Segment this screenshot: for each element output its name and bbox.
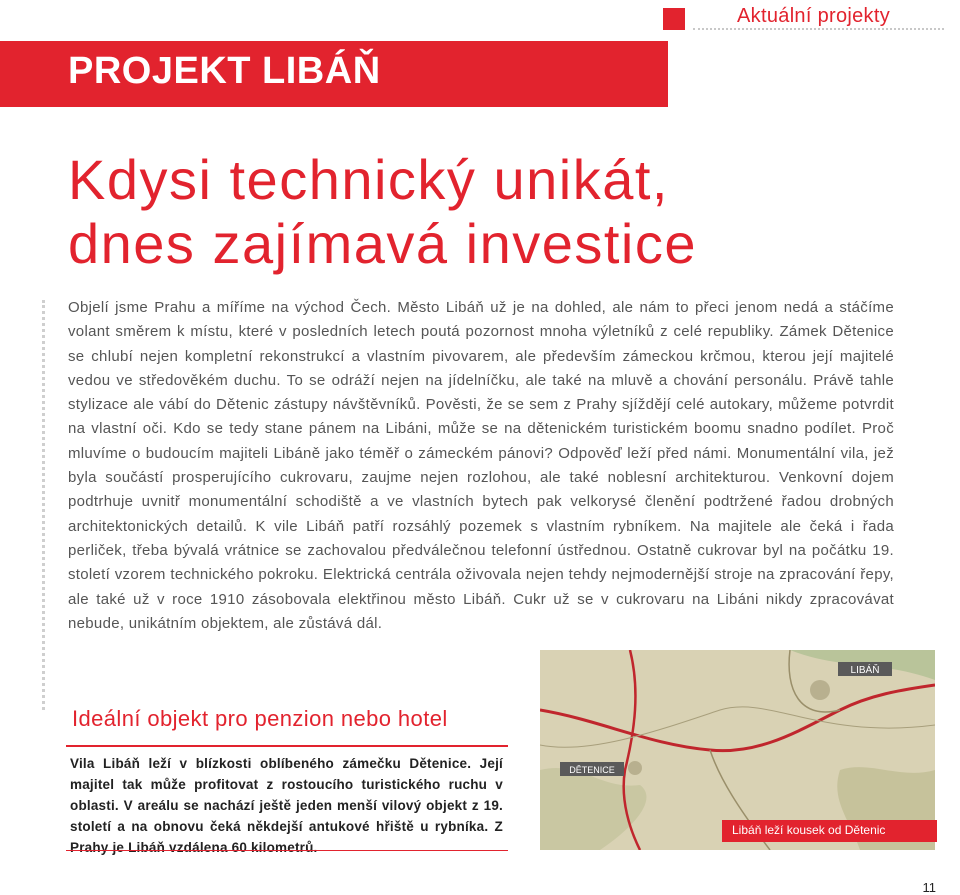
map-label-detenice: DĚTENICE (569, 765, 615, 775)
headline-line-2: dnes zajímavá investice (68, 212, 698, 275)
article-headline (68, 148, 928, 276)
map-town-marker (628, 761, 642, 775)
section-label: Aktuální projekty (731, 5, 890, 28)
sidebar-bottom-rule (66, 850, 508, 851)
sidebar-top-rule (66, 745, 508, 747)
section-marker-square (663, 8, 685, 30)
page-number: 11 (922, 880, 936, 895)
sidebar-heading: Ideální objekt pro penzion nebo hotel (72, 706, 448, 731)
project-title: PROJEKT LIBÁŇ (68, 50, 381, 92)
sidebar-text: Vila Libáň leží v blízkosti oblíbeného zámečku Dětenice. Její majitel tak může profitovat z rostoucího turistického ruchu v oblasti. V areálu se nachází ještě jeden menší vilový objekt z 19. století a na obnovu čeká někdejší antukové hřiště u rybníka. Z Prahy je Libáň vzdálena 60 kilometrů. (70, 756, 503, 855)
article-body: Objelí jsme Prahu a míříme na východ Čech. Město Libáň už je na dohled, ale nám to přeci jenom nedá a stáčíme volant směrem k místu, které v posledních letech poutá pozornost mnoha výletníků z celé republiky. Zámek Dětenice se chlubí nejen kompletní rekonstrukcí a vlastním pivovarem, ale především zámeckou krčmou, kterou její majitelé vedou ve středověkém duchu. To se odráží nejen na jídelníčku, ale také na mluvě a chování personálu. Právě tahle stylizace ale vábí do Dětenic zástupy návštěvníků. Pověsti, že se sem z Prahy sjíždějí celé autokary, můžeme potvrdit na vlastní oči. Kdo se tedy stane pánem na Libáni, může se na dětenickém turistickém boomu snadno podílet. Proč mluvíme o budoucím majiteli Libáně jako téměř o zámeckém pánovi? Odpověď leží před námi. Monumentální vila, jež byla součástí prosperujícího cukrovaru, zaujme nejen rozlohou, ale také noblesní architekturou. Venkovní dojem podtrhuje uvnitř monumentální schodiště a ve vlastních bytech pak velkorysé členění podtržené řadou drobných architektonických detailů. K vile Libáň patří rozsáhlý pozemek s vlastním rybníkem. Na majitele ale čeká i řada perliček, třeba bývalá vrátnice se zachovalou předválečnou telefonní ústřednou. Ostatně cukrovar byl na počátku 19. století vzorem technického pokroku. Elektrická centrála oživovala nejen tehdy nejmodernější stroje na zpracování řepy, ale také už v roce 1910 zásobovala elektřinou město Libáň. Cukr už se v cukrovaru na Libáni nikdy zpracovávat nebude, unikátním objektem, ale zůstává dál. (68, 299, 894, 632)
map-caption: Libáň leží kousek od Dětenic (732, 823, 886, 837)
header-dotted-rule (693, 28, 944, 30)
map-town-marker (810, 680, 830, 700)
headline-line-1: Kdysi technický unikát, (68, 148, 669, 211)
left-dotted-rule (42, 300, 45, 710)
map-label-liban: LIBÁŇ (850, 665, 880, 676)
